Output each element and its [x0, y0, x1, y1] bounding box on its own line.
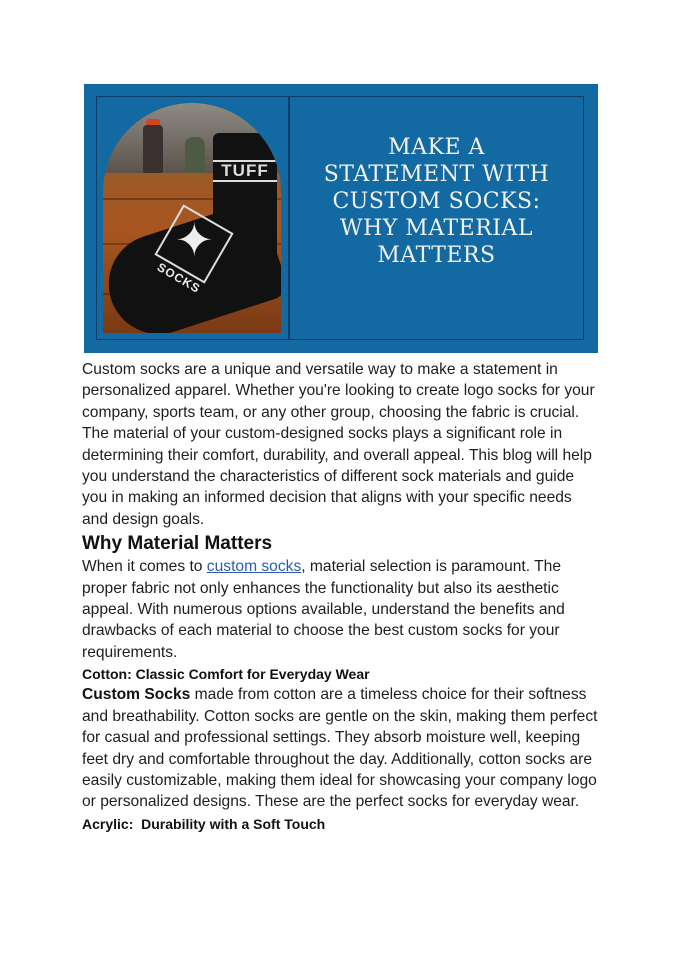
why-material-paragraph [82, 556, 602, 663]
custom-socks-link[interactable]: custom socks [206, 558, 302, 576]
why-text-after-link: , material selection is paramount. The proper fabric not only enhances the functionality but also its aesthetic appeal. With numerous options available, understand the benefits and drawbacks of each material to choose the best custom socks for your requirements. [82, 558, 565, 661]
cotton-text: made from cotton are a timeless choice for their softness and breathability. Cotton socks are gentle on the skin, making them perfect for casual and professional settings. They absorb moisture well, keeping feet dry and comfortable throughout the day. Additionally, cotton socks are easily customizable, making them ideal for showcasing your company logo or personalized designs. These are the perfect socks for everyday wear. [82, 686, 598, 811]
banner-title-line: MAKE A [388, 135, 485, 160]
cotton-paragraph [82, 684, 602, 812]
hero-banner [84, 84, 598, 353]
sock-photo [103, 103, 281, 333]
banner-title-line: MATTERS [377, 243, 496, 268]
cotton-lead-bold: Custom Socks [82, 686, 191, 704]
plant-pot [185, 137, 205, 173]
sock-foot-text: SOCKS [154, 260, 203, 296]
sock-band-text: TUFF [213, 160, 277, 182]
article-body [82, 359, 602, 834]
bottle [143, 125, 163, 173]
section-heading-cotton: Cotton: Classic Comfort for Everyday Wear [82, 666, 370, 683]
banner-title-line: CUSTOM SOCKS: [332, 189, 541, 214]
section-heading-why-material: Why Material Matters [82, 533, 273, 555]
why-text-before-link: When it comes to [82, 558, 207, 576]
banner-title [289, 134, 584, 269]
banner-title-line: STATEMENT WITH [323, 162, 550, 187]
section-heading-acrylic: Acrylic: Durability with a Soft Touch [82, 815, 326, 832]
banner-title-line: WHY MATERIAL [339, 216, 533, 241]
star-logo-icon: ✦ [175, 214, 214, 266]
intro-paragraph: Custom socks are a unique and versatile way to make a statement in personalized apparel. Whether you're looking to create logo socks for your company, sports team, or any other group, choosing the fabric is crucial. The material of your custom-designed socks plays a significant role in determining their comfort, durability, and overall appeal. This blog will help you understand the characteristics of different sock materials and guide you in making an informed decision that aligns with your specific needs and design goals. [82, 361, 595, 528]
